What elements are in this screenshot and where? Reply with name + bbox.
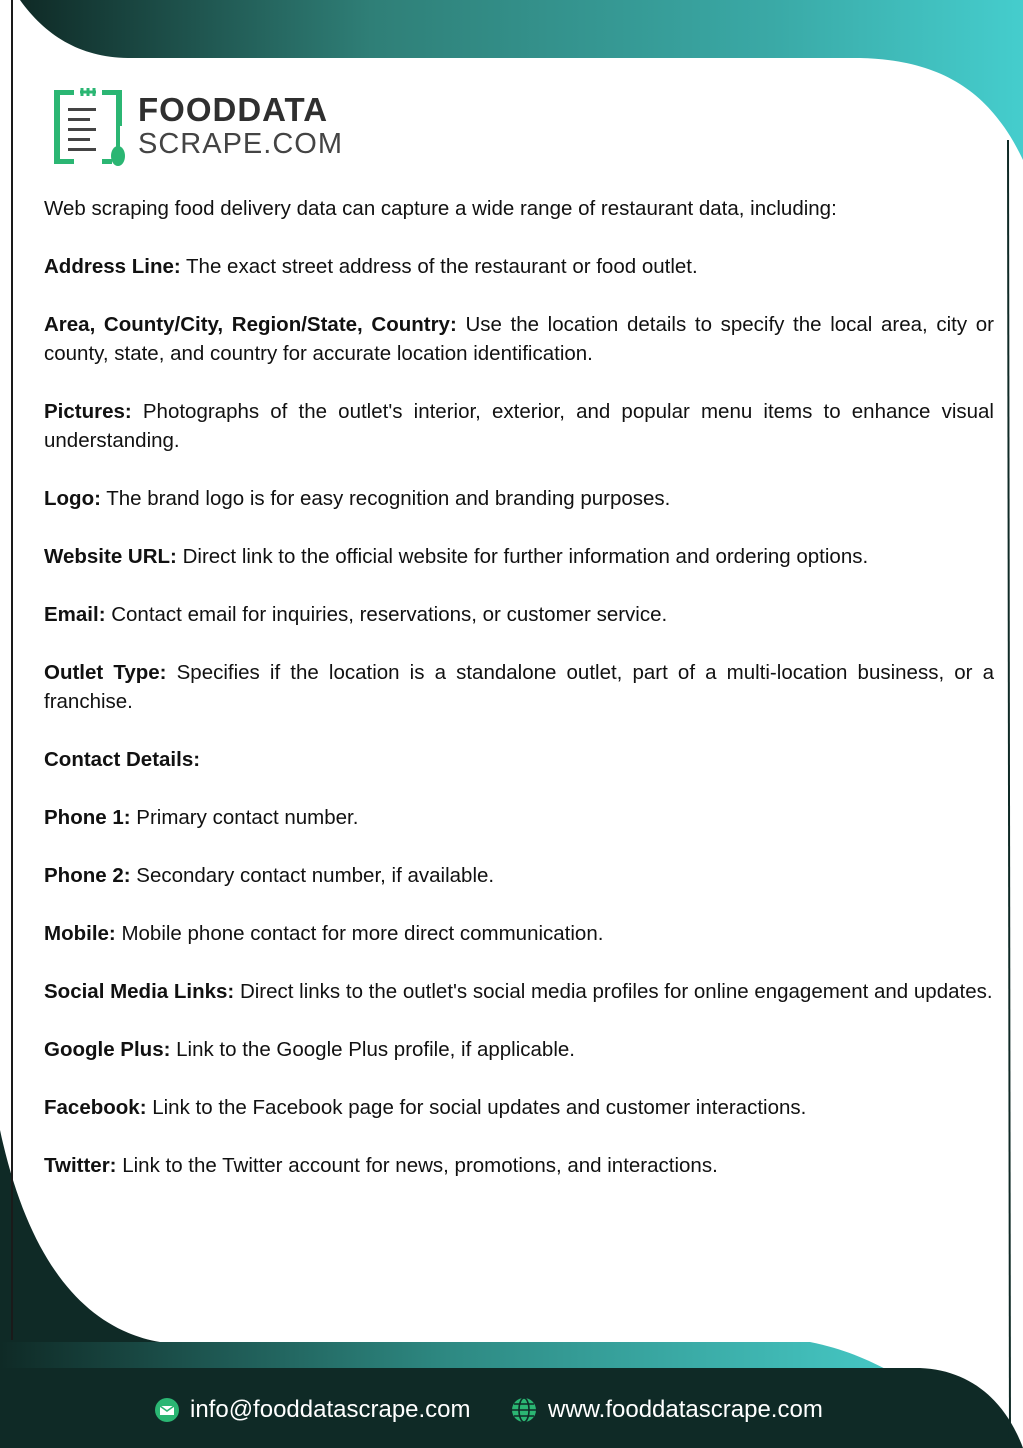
field-description: Direct links to the outlet's social media profiles for online engagement and updates. [234, 980, 993, 1003]
field-item [44, 803, 994, 832]
field-label: Address Line: [44, 255, 181, 278]
brand-logo [52, 84, 342, 170]
field-label: Email: [44, 603, 106, 626]
field-item [44, 977, 994, 1006]
field-item [44, 397, 994, 455]
field-item [44, 252, 994, 281]
field-description: Secondary contact number, if available. [130, 864, 495, 887]
footer-website-text[interactable]: www.fooddatascrape.com [548, 1396, 823, 1423]
field-label: Twitter: [44, 1154, 117, 1177]
footer-email[interactable] [154, 1392, 471, 1428]
field-label: Contact Details: [44, 748, 201, 771]
field-label: Facebook: [44, 1096, 147, 1119]
field-item [44, 919, 994, 948]
field-item [44, 1035, 994, 1064]
field-description: Primary contact number. [130, 806, 359, 829]
field-label: Social Media Links: [44, 980, 235, 1003]
field-description: Mobile phone contact for more direct communication. [115, 922, 604, 945]
footer-website[interactable] [510, 1392, 823, 1428]
field-label: Mobile: [44, 922, 116, 945]
footer-email-text[interactable]: info@fooddatascrape.com [190, 1396, 471, 1423]
field-label: Area, County/City, Region/State, Country: [44, 313, 457, 336]
logo-text-fooddata: FOODDATA [138, 91, 329, 128]
main-content [44, 194, 994, 1209]
field-list [44, 252, 994, 1180]
field-description: Specifies if the location is a standalone outlet, part of a multi-location business, or a franchise. [44, 661, 995, 713]
field-label: Phone 1: [44, 806, 131, 829]
left-border-line [11, 0, 13, 1340]
field-item [44, 745, 994, 774]
field-description: The brand logo is for easy recognition and branding purposes. [100, 487, 671, 510]
field-item [44, 542, 994, 571]
field-description: Direct link to the official website for further information and ordering options. [176, 545, 869, 568]
field-description: Photographs of the outlet's interior, exterior, and popular menu items to enhance visual understanding. [44, 400, 994, 452]
field-description: Use the location details to specify the local area, city or county, state, and country for accurate location identification. [44, 313, 994, 365]
field-item [44, 1151, 994, 1180]
field-description: The exact street address of the restaurant or food outlet. [180, 255, 698, 278]
field-item [44, 600, 994, 629]
mail-icon [154, 1397, 180, 1423]
field-description: Link to the Twitter account for news, promotions, and interactions. [116, 1154, 718, 1177]
globe-icon [510, 1396, 538, 1424]
field-item [44, 658, 994, 716]
field-item [44, 1093, 994, 1122]
intro-paragraph: Web scraping food delivery data can capture a wide range of restaurant data, including: [44, 197, 837, 220]
menu-card-icon [52, 86, 126, 168]
field-item [44, 310, 994, 368]
field-description: Contact email for inquiries, reservations, or customer service. [105, 603, 668, 626]
logo-text-scrape-com: SCRAPE.COM [138, 128, 343, 160]
field-label: Google Plus: [44, 1038, 171, 1061]
field-label: Phone 2: [44, 864, 131, 887]
field-item [44, 861, 994, 890]
footer [0, 1392, 1023, 1432]
field-label: Logo: [44, 487, 101, 510]
field-description: Link to the Facebook page for social updates and customer interactions. [146, 1096, 807, 1119]
field-item [44, 484, 994, 513]
field-label: Outlet Type: [44, 661, 167, 684]
field-label: Pictures: [44, 400, 132, 423]
field-label: Website URL: [44, 545, 177, 568]
field-description: Link to the Google Plus profile, if applicable. [170, 1038, 575, 1061]
